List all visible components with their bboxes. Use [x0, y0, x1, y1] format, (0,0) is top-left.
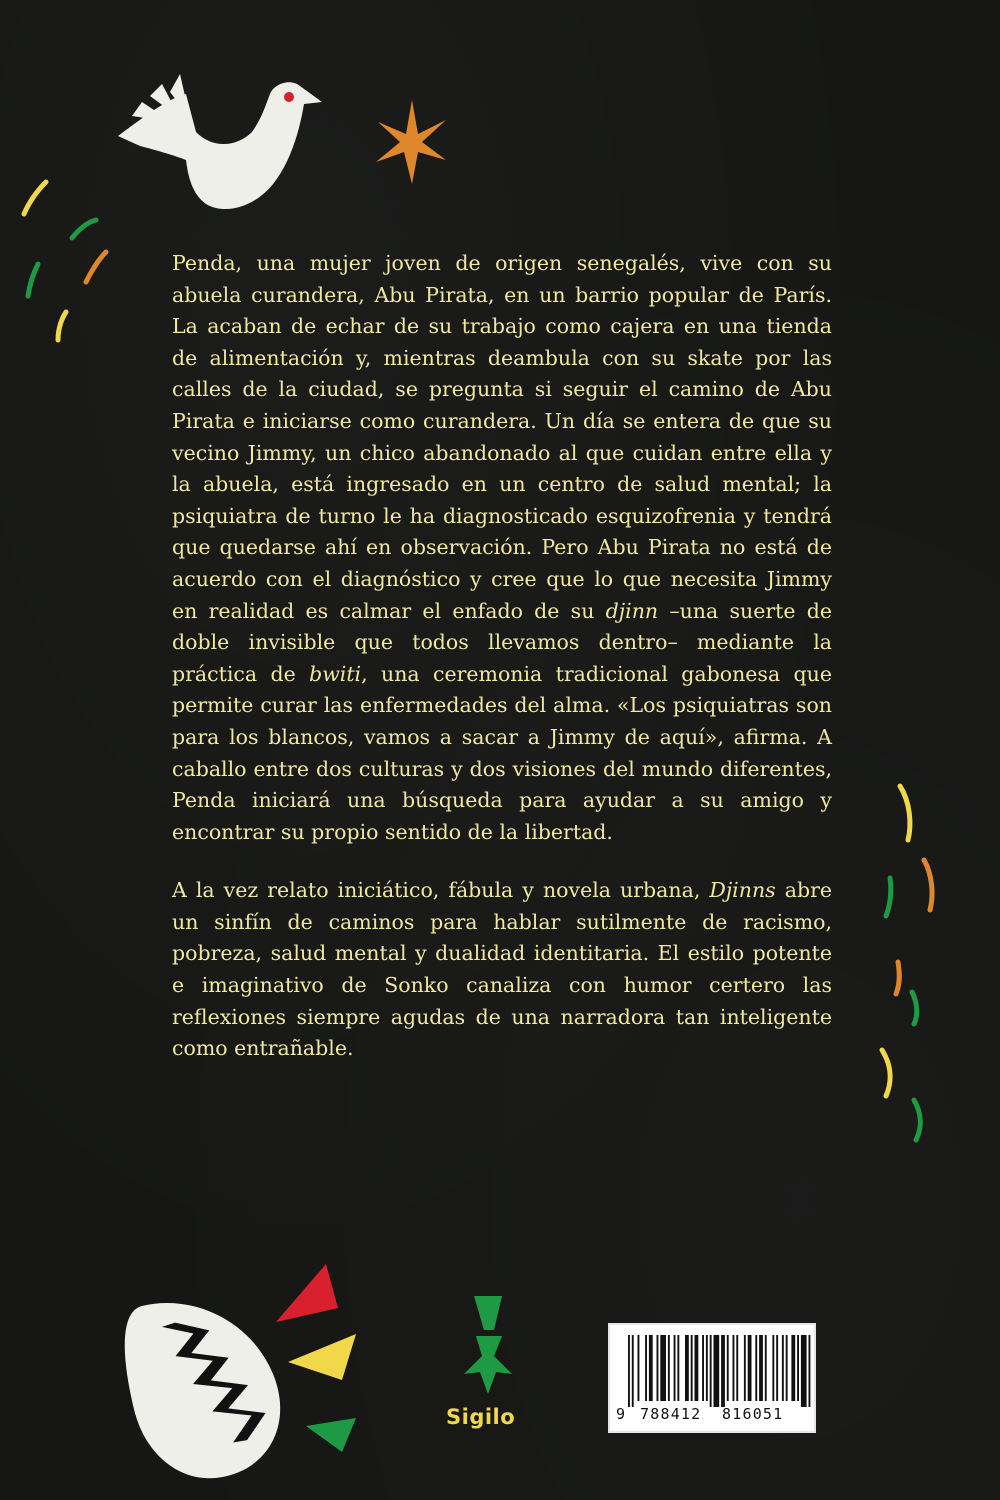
barcode-bar — [706, 1335, 708, 1401]
barcode-bar — [791, 1335, 795, 1401]
barcode-bar — [776, 1335, 778, 1401]
barcode-bar — [674, 1335, 676, 1401]
barcode-bar — [714, 1335, 720, 1407]
barcode-bar — [668, 1335, 670, 1401]
barcode-bar — [744, 1335, 746, 1401]
barcode-bar — [797, 1335, 799, 1401]
barcode-bar — [772, 1335, 774, 1401]
barcode-bar — [786, 1335, 788, 1401]
barcode-bar — [759, 1335, 763, 1401]
synopsis — [172, 248, 832, 1092]
barcode-bar — [685, 1335, 689, 1401]
synopsis-paragraph-1: Penda, una mujer joven de origen senegalés, vive con su abuela curandera, Abu Pirata, en un barrio popular de París. La acaban de echar de su trabajo como cajera en una tienda de alimentación y, mientras deambula con su skate por las calles de la ciudad, se pregunta si seguir el camino de Abu Pirata e iniciarse como curandera. Un día se entera de que su vecino Jimmy, un chico abandonado al que cuidan entre ella y la abuela, está ingresado en un centro de salud mental; la psiquiatra de turno le ha diagnosticado esquizofrenia y tendrá que quedarse ahí en observación. Pero Abu Pirata no está de acuerdo con el diagnóstico y cree que lo que necesita Jimmy en realidad es calmar el enfado de su djinn –una suerte de doble invisible que todos llevamos dentro– mediante la práctica de bwiti, una ceremonia tradicional gabonesa que permite curar las enfermedades del alma. «Los psiquiatras son para los blancos, vamos a sacar a Jimmy de aquí», afirma. A caballo entre dos culturas y dos visiones del mundo diferentes, Penda iniciará una búsqueda para ayudar a su amigo y encontrar su propio sentido de la libertad. — [172, 251, 832, 844]
barcode-bar — [721, 1335, 725, 1407]
barcode-bar — [765, 1335, 767, 1401]
term-djinn: djinn — [605, 598, 659, 623]
isbn-left-group: 788412 — [640, 1405, 702, 1423]
book-title: Djinns — [709, 878, 776, 903]
barcode-bar — [801, 1335, 807, 1407]
barcode-bar — [628, 1335, 630, 1407]
barcode-bar — [710, 1335, 712, 1407]
barcode-bar — [733, 1335, 735, 1401]
barcode-bar — [809, 1335, 811, 1407]
isbn-right-group: 816051 — [722, 1405, 784, 1423]
barcode-bar — [727, 1335, 729, 1401]
term-bwiti: bwiti — [309, 661, 362, 686]
isbn-barcode — [608, 1323, 816, 1433]
barcode-bar — [649, 1335, 653, 1401]
barcode-bar — [748, 1335, 752, 1401]
publisher-name: Sigilo — [446, 1405, 516, 1429]
barcode-bar — [677, 1335, 679, 1401]
barcode-bar — [632, 1335, 634, 1407]
barcode-bar — [645, 1335, 647, 1401]
barcode-bar — [695, 1335, 699, 1401]
isbn-first-digit: 9 — [616, 1405, 626, 1423]
barcode-bar — [691, 1335, 693, 1401]
barcode-bar — [660, 1335, 666, 1401]
synopsis-paragraph-2: A la vez relato iniciático, fábula y novela urbana, Djinns abre un sinfín de caminos para hablar sutilmente de racismo, pobreza, salud mental y dualidad identitaria. El estilo potente e imaginativo de Sonko canaliza con humor certero las reflexiones siempre agudas de una narradora tan inteligente como entrañable. — [172, 878, 833, 1061]
barcode-bar — [702, 1335, 704, 1401]
barcode-bar — [657, 1335, 659, 1401]
barcode-bar — [755, 1335, 757, 1401]
barcode-bar — [736, 1335, 738, 1401]
barcode-bar — [782, 1335, 784, 1401]
barcode-bar — [638, 1335, 640, 1401]
